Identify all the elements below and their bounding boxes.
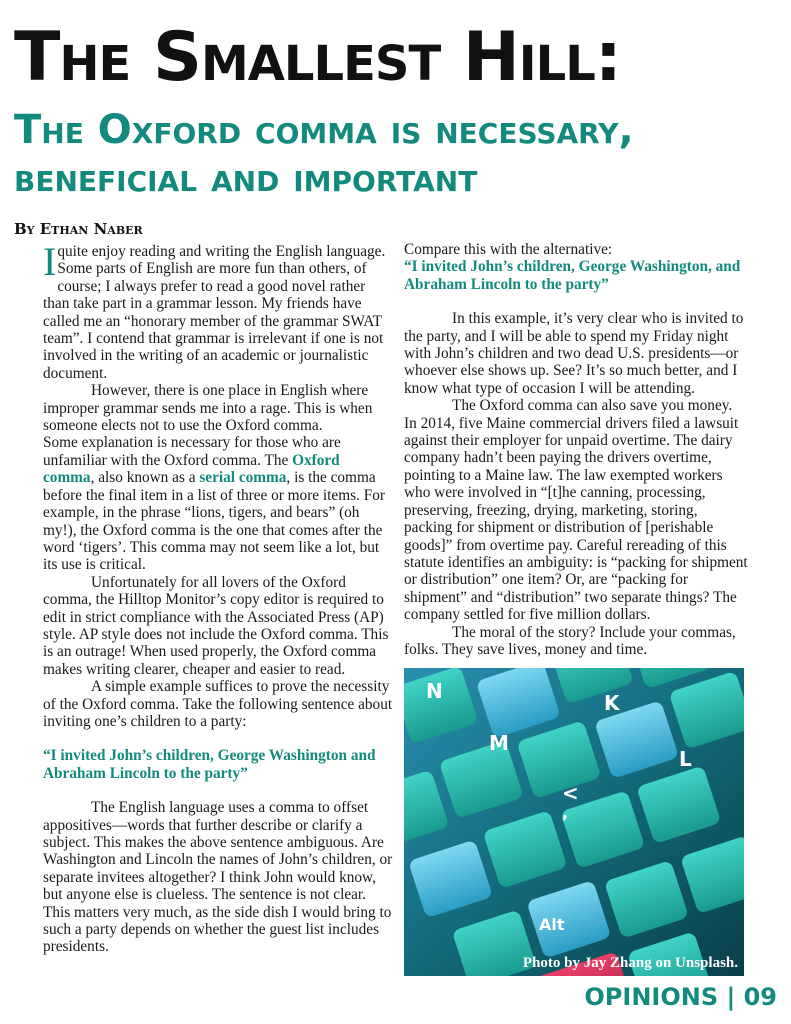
paragraph-1-text: quite enjoy reading and writing the English language. Some parts of English are more fun than others, of course; I always prefer to read a good novel rather than take part in a grammar lesson. My friends have called me an “honorary member of the grammar SWAT team”. I contend that grammar is irrelevant if one is not involved in the writing of an academic or journalistic document. <box>43 243 386 382</box>
paragraph-5: A simple example suffices to prove the necessity of the Oxford comma. Take the following sentence about inviting one’s children to a party: <box>43 678 393 730</box>
section-name: OPINIONS <box>584 983 719 1011</box>
paragraph-6: The English language uses a comma to offset appositives—words that further describe or clarify a subject. This makes the above sentence ambiguous. Are Washington and Lincoln the names of John’s children, or separate invitees altogether? I think John would know, but anyone else is clueless. The sentence is not clear. This matters very much, as the side dish I would bring to such a party depends on whether the guest list includes presidents. <box>43 799 393 956</box>
paragraph-9: The Oxford comma can also save you money. In 2014, five Maine commercial drivers filed a lawsuit against their employer for unpaid overtime. The dairy company hadn’t been paying the drivers overtime, pointing to a Maine law. The law exempted workers who were involved in “[t]he canning, processing, preserving, freezing, drying, marketing, storing, packing for shipment or distribution of [perishable goods]” from overtime pay. Careful rereading of this statute identifies an ambiguity: is “packing for shipment or distribution” one item? Or, are “packing for shipment” and “distribution” two separate things? The company settled for five million dollars. <box>404 397 748 624</box>
pull-quote-1: “I invited John’s children, George Washington and Abraham Lincoln to the party” <box>43 747 376 782</box>
paragraph-3 <box>43 434 393 573</box>
key-label: K <box>604 691 620 715</box>
pull-quote-2: “I invited John’s children, George Washington, and Abraham Lincoln to the party” <box>404 258 741 293</box>
paragraph-7: Compare this with the alternative: <box>404 241 613 258</box>
paragraph-3-text-a: Some explanation is necessary for those who are unfamiliar with the Oxford comma. The <box>43 434 341 469</box>
key-label: Alt <box>539 915 565 934</box>
footer-separator: | <box>726 983 736 1011</box>
paragraph-4: Unfortunately for all lovers of the Oxford comma, the Hilltop Monitor’s copy editor is required to edit in strict compliance with the Associated Press (AP) style. AP style does not include the Oxford comma. This is an outrage! When used properly, the Oxford comma makes writing clearer, cheaper and easier to read. <box>43 573 389 678</box>
oxford-comma-term: Oxford comma <box>43 451 340 487</box>
paragraph-10: The moral of the story? Include your commas, folks. They save lives, money and time. <box>404 623 736 658</box>
serial-comma-term: serial comma <box>199 469 287 487</box>
keyboard-illustration <box>404 668 744 976</box>
page-footer <box>584 983 777 1011</box>
paragraph-1 <box>43 239 393 382</box>
drop-cap: I <box>43 239 57 284</box>
key-label: M <box>489 731 509 755</box>
page-subtitle: The Oxford comma is necessary, beneficial and important <box>14 107 634 201</box>
paragraph-8: In this example, it’s very clear who is invited to the party, and I will be able to spend my Friday night with John’s children and two dead U.S. presidents—or whoever else shows up. See? It’s so much better, and I know what type of occasion I will be attending. <box>404 310 744 397</box>
paragraph-3-text-c: , is the comma before the final item in a list of three or more items. For example, in the phrase “lions, tigers, and bears” (oh my!), the Oxford comma is the one that comes after the word ‘tigers’. This comma may not seem like a lot, but its use is critical. <box>43 469 385 574</box>
photo-credit: Photo by Jay Zhang on Unsplash. <box>522 955 738 971</box>
page-number: 09 <box>743 983 777 1011</box>
key-label: , <box>562 803 569 822</box>
page-title: The Smallest Hill: <box>14 18 621 97</box>
left-column <box>43 239 393 956</box>
keyboard-photo <box>404 668 744 976</box>
key-label: < <box>562 781 579 805</box>
paragraph-2: However, there is one place in English where improper grammar sends me into a rage. This is when someone elects not to use the Oxford comma. <box>43 382 373 435</box>
paragraph-3-text-b: , also known as a <box>90 469 200 487</box>
right-column <box>404 241 748 658</box>
byline: By Ethan Naber <box>14 220 143 238</box>
key-label: L <box>679 747 692 771</box>
key-label: N <box>426 679 443 703</box>
